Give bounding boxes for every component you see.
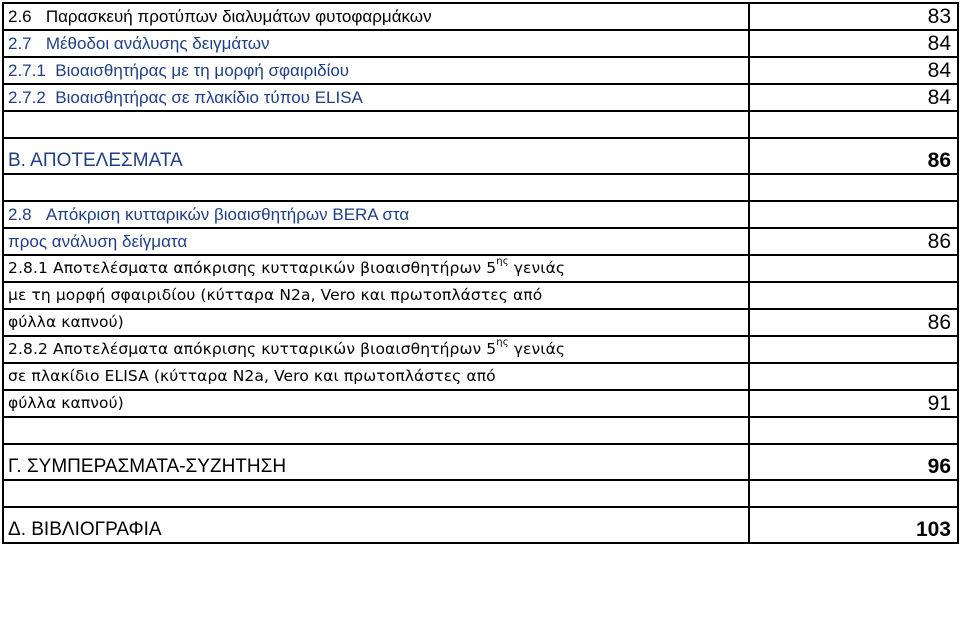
page-number: 86 [749, 309, 958, 336]
toc-row [3, 444, 958, 480]
toc-entry [3, 255, 749, 282]
section-number: 2.7 [8, 34, 32, 53]
page-number: 86 [749, 138, 958, 174]
spacer-row [3, 480, 958, 507]
toc-row [3, 336, 958, 363]
section-title-line3: φύλλα καπνού) [3, 390, 749, 417]
toc-row [3, 30, 958, 57]
section-number: 2.8 [8, 205, 32, 224]
page-number: 84 [749, 30, 958, 57]
table-of-contents [2, 2, 959, 544]
toc-row [3, 201, 958, 228]
section-title-end: γενιάς [508, 259, 566, 277]
section-title: Παρασκευή προτύπων διαλυμάτων φυτοφαρμάκων [45, 7, 432, 26]
page-number: 84 [749, 84, 958, 111]
section-title: Αποτελέσματα απόκρισης κυτταρικών βιοαισθητήρων 5 [52, 340, 497, 358]
section-heading: Γ. ΣΥΜΠΕΡΑΣΜΑΤΑ-ΣΥΖΗΤΗΣΗ [3, 444, 749, 480]
toc-entry [3, 57, 749, 84]
section-heading: Δ. ΒΙΒΛΙΟΓΡΑΦΙΑ [3, 507, 749, 543]
section-title: Βιοαισθητήρας σε πλακίδιο τύπου ELISA [55, 88, 363, 107]
spacer-row [3, 417, 958, 444]
section-number: 2.8.1 [8, 259, 48, 277]
toc-row [3, 255, 958, 282]
toc-entry [3, 201, 749, 228]
page-number: 103 [749, 507, 958, 543]
toc-row [3, 57, 958, 84]
section-title: Μέθοδοι ανάλυσης δειγμάτων [45, 34, 270, 53]
section-number: 2.7.1 [8, 61, 46, 80]
toc-row [3, 309, 958, 336]
ordinal-superscript: ης [496, 336, 509, 348]
section-title: Αποτελέσματα απόκρισης κυτταρικών βιοαισθητήρων 5 [52, 259, 497, 277]
section-title-line3: φύλλα καπνού) [3, 309, 749, 336]
section-heading: Β. ΑΠΟΤΕΛΕΣΜΑΤΑ [3, 138, 749, 174]
page-number: 86 [749, 228, 958, 255]
section-title-end: γενιάς [508, 340, 566, 358]
section-number: 2.8.2 [8, 340, 48, 358]
toc-row [3, 228, 958, 255]
page-number: 96 [749, 444, 958, 480]
toc-entry [3, 3, 749, 30]
section-number: 2.6 [8, 7, 32, 26]
spacer-row [3, 111, 958, 138]
toc-row [3, 390, 958, 417]
toc-row [3, 138, 958, 174]
toc-row [3, 363, 958, 390]
section-number: 2.7.2 [8, 88, 46, 107]
section-title: Απόκριση κυτταρικών βιοαισθητήρων BERA στα [45, 205, 410, 224]
toc-entry [3, 84, 749, 111]
toc-row [3, 507, 958, 543]
section-title-line2: σε πλακίδιο ELISA (κύτταρα N2a, Vero και πρωτοπλάστες από [3, 363, 749, 390]
section-title-line2: με τη μορφή σφαιριδίου (κύτταρα N2a, Vero και πρωτοπλάστες από [3, 282, 749, 309]
page-number: 91 [749, 390, 958, 417]
section-title: Βιοαισθητήρας με τη μορφή σφαιριδίου [55, 61, 350, 80]
toc-entry [3, 30, 749, 57]
toc-row [3, 3, 958, 30]
spacer-row [3, 174, 958, 201]
toc-entry [3, 336, 749, 363]
toc-row [3, 282, 958, 309]
toc-row [3, 84, 958, 111]
page-number: 83 [749, 3, 958, 30]
ordinal-superscript: ης [496, 255, 509, 267]
page-number: 84 [749, 57, 958, 84]
section-title-continued: προς ανάλυση δείγματα [3, 228, 749, 255]
